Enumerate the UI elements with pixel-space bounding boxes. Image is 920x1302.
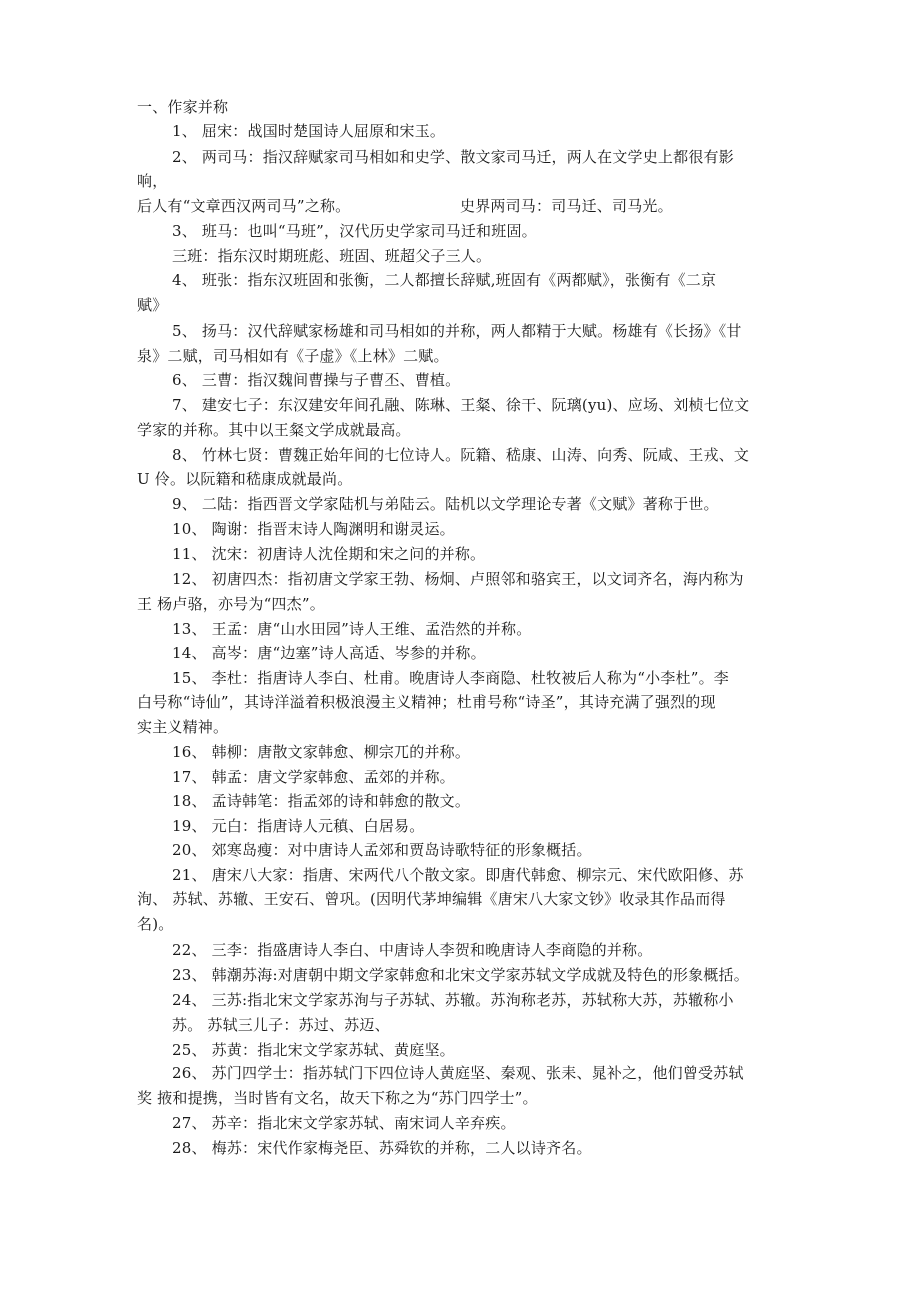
text-line: 22、 三李：指盛唐诗人李白、中唐诗人李贺和晚唐诗人李商隐的并称。 (172, 941, 653, 959)
text-line: 5、 扬马：汉代辞赋家杨雄和司马相如的并称，两人都精于大赋。杨雄有《长扬》《甘 (172, 322, 742, 340)
text-line: 11、 沈宋：初唐诗人沈佺期和宋之问的并称。 (172, 545, 486, 563)
text-line: 24、 三苏:指北宋文学家苏洵与子苏轼、苏辙。苏洵称老苏，苏轼称大苏，苏辙称小 (172, 991, 734, 1009)
text-line: 8、 竹林七贤：曹魏正始年间的七位诗人。阮籍、嵇康、山涛、向秀、阮咸、王戎、文 (172, 446, 750, 464)
text-line: 王 杨卢骆，亦号为“四杰”。 (137, 595, 325, 613)
text-line: 后人有“文章西汉两司马”之称。 (137, 197, 351, 215)
text-line: 12、 初唐四杰：指初唐文学家王勃、杨炯、卢照邻和骆宾王，以文词齐名，海内称为 (172, 570, 744, 588)
text-line: 23、 韩潮苏海:对唐朝中期文学家韩愈和北宋文学家苏轼文学成就及特色的形象概括。 (172, 966, 749, 984)
text-line: 16、 韩柳：唐散文家韩愈、柳宗兀的并称。 (172, 743, 471, 761)
text-line: 14、 高岑：唐“边塞”诗人高适、岑参的并称。 (172, 644, 486, 662)
text-line: 6、 三曹：指汉魏间曹操与子曹丕、曹植。 (172, 371, 461, 389)
text-line: 28、 梅苏：宋代作家梅尧臣、苏舜钦的并称，二人以诗齐名。 (172, 1139, 592, 1157)
text-line: 21、 唐宋八大家：指唐、宋两代八个散文家。即唐代韩愈、柳宗元、宋代欧阳修、苏 (172, 866, 744, 884)
text-line: 学家的并称。其中以王粲文学成就最高。 (137, 421, 411, 439)
text-line: 25、 苏黄：指北宋文学家苏轼、黄庭坚。 (172, 1041, 455, 1059)
text-line: 三班：指东汉时期班彪、班固、班超父子三人。 (172, 247, 492, 265)
text-line: 2、 两司马：指汉辞赋家司马相如和史学、散文家司马迁，两人在文学史上都很有影 (172, 148, 734, 166)
text-line: 3、 班马：也叫“马班”，汉代历史学家司马迁和班固。 (172, 222, 537, 240)
text-line: 泉》二赋，司马相如有《子虚》《上林》二赋。 (137, 347, 449, 365)
text-line: 1、 屈宋：战国时楚国诗人屈原和宋玉。 (172, 122, 446, 140)
text-line: 18、 孟诗韩笔：指孟郊的诗和韩愈的散文。 (172, 792, 471, 810)
text-line: 赋》 (137, 296, 168, 314)
text-line: 7、 建安七子：东汉建安年间孔融、陈琳、王粲、徐干、阮璃(yu)、应场、刘桢七位文 (172, 396, 750, 414)
text-line: 史界两司马：司马迁、司马光。 (460, 197, 673, 215)
text-line: 洵、 苏轼、苏辙、王安石、曾巩。(因明代茅坤编辑《唐宋八大家文钞》收录其作品而得 (137, 890, 726, 908)
text-line: 13、 王孟：唐“山水田园”诗人王维、孟浩然的并称。 (172, 620, 532, 638)
text-line: 白号称“诗仙”，其诗洋溢着积极浪漫主义精神；杜甫号称“诗圣”，其诗充满了强烈的现 (137, 693, 716, 711)
text-line: 26、 苏门四学士：指苏轼门下四位诗人黄庭坚、秦观、张耒、晁补之，他们曾受苏轼 (172, 1064, 744, 1082)
text-line: 27、 苏辛：指北宋文学家苏轼、南宋词人辛弃疾。 (172, 1114, 516, 1132)
text-line: 20、 郊寒岛瘦：对中唐诗人孟郊和贾岛诗歌特征的形象概括。 (172, 841, 592, 859)
text-line: 10、 陶谢：指晋末诗人陶渊明和谢灵运。 (172, 520, 455, 538)
text-line: 17、 韩孟：唐文学家韩愈、孟郊的并称。 (172, 768, 455, 786)
text-line: 苏。 苏轼三儿子：苏过、苏迈、 (172, 1016, 390, 1034)
text-line: 名)。 (137, 915, 174, 933)
text-line: 响， (137, 172, 168, 190)
text-line: 9、 二陆：指西晋文学家陆机与弟陆云。陆机以文学理论专著《文赋》著称于世。 (172, 495, 719, 513)
text-line: U 伶。以阮籍和嵇康成就最尚。 (137, 470, 353, 488)
text-line: 4、 班张：指东汉班固和张衡，二人都擅长辞赋,班固有《两都赋》，张衡有《二京 (172, 271, 717, 289)
text-line: 实主义精神。 (137, 718, 229, 736)
section-heading: 一、作家并称 (137, 98, 229, 116)
text-line: 15、 李杜：指唐诗人李白、杜甫。晚唐诗人李商隐、杜牧被后人称为“小李杜”。李 (172, 669, 729, 687)
text-line: 奖 掖和提携，当时皆有文名，故天下称之为“苏门四学士”。 (137, 1089, 538, 1107)
text-line: 19、 元白：指唐诗人元稹、白居易。 (172, 817, 425, 835)
